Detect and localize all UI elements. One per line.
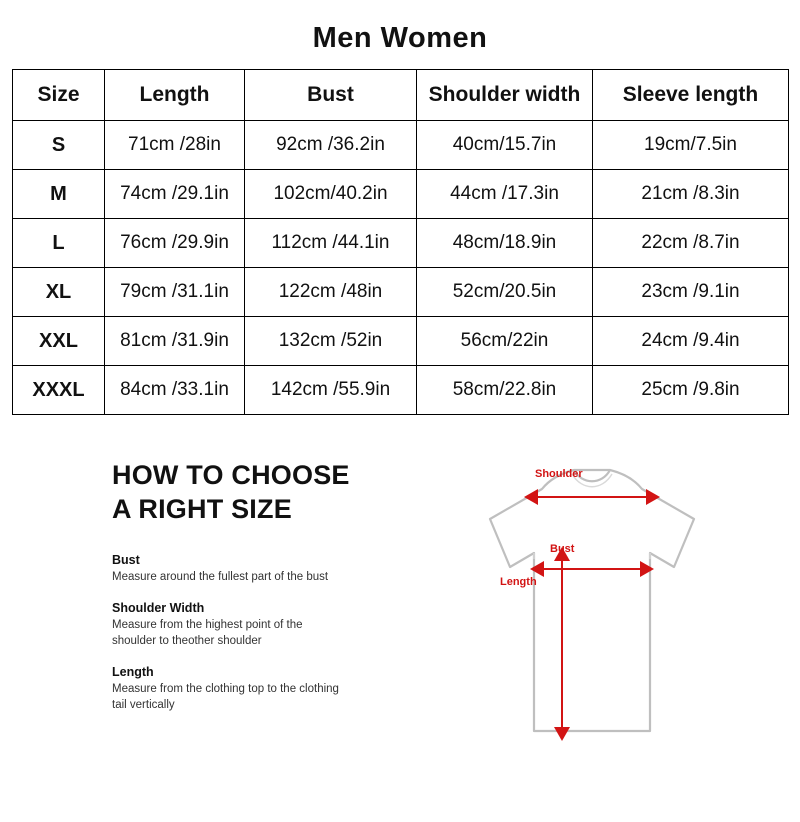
cell-sleeve-length: 25cm /9.8in xyxy=(593,366,789,415)
guide-heading-line-1: HOW TO CHOOSE xyxy=(112,460,350,490)
tshirt-icon xyxy=(422,449,762,749)
guide-item-desc: Measure from the highest point of the shoulder to theother shoulder xyxy=(112,619,303,647)
cell-size: XXXL xyxy=(13,366,105,415)
length-measure-label: Length xyxy=(500,576,537,588)
tshirt-body-shape xyxy=(490,470,694,731)
table-row xyxy=(13,170,789,219)
size-chart-container xyxy=(0,69,800,415)
column-header-bust: Bust xyxy=(245,70,417,121)
size-guide-section xyxy=(0,459,800,729)
tshirt-illustration xyxy=(422,459,800,729)
cell-length: 84cm /33.1in xyxy=(105,366,245,415)
cell-size: S xyxy=(13,121,105,170)
cell-shoulder-width: 40cm/15.7in xyxy=(417,121,593,170)
cell-shoulder-width: 52cm/20.5in xyxy=(417,268,593,317)
cell-sleeve-length: 22cm /8.7in xyxy=(593,219,789,268)
cell-length: 76cm /29.9in xyxy=(105,219,245,268)
column-header-shoulder-width: Shoulder width xyxy=(417,70,593,121)
guide-heading-line-2: A RIGHT SIZE xyxy=(112,493,292,524)
cell-sleeve-length: 23cm /9.1in xyxy=(593,268,789,317)
cell-length: 71cm /28in xyxy=(105,121,245,170)
table-header-row xyxy=(13,70,789,121)
guide-item-bust xyxy=(112,553,412,586)
cell-sleeve-length: 24cm /9.4in xyxy=(593,317,789,366)
guide-item-length xyxy=(112,665,412,713)
table-row xyxy=(13,366,789,415)
guide-item-title: Bust xyxy=(112,552,140,567)
column-header-size: Size xyxy=(13,70,105,121)
guide-item-shoulder-width xyxy=(112,601,412,649)
cell-length: 81cm /31.9in xyxy=(105,317,245,366)
cell-sleeve-length: 21cm /8.3in xyxy=(593,170,789,219)
table-row xyxy=(13,317,789,366)
cell-shoulder-width: 58cm/22.8in xyxy=(417,366,593,415)
guide-item-desc: Measure from the clothing top to the clothing tail vertically xyxy=(112,683,339,711)
cell-size: XXL xyxy=(13,317,105,366)
cell-size: L xyxy=(13,219,105,268)
cell-shoulder-width: 56cm/22in xyxy=(417,317,593,366)
page-title: Men Women xyxy=(312,22,488,54)
guide-item-title: Length xyxy=(112,665,154,680)
column-header-length: Length xyxy=(105,70,245,121)
table-row xyxy=(13,219,789,268)
cell-bust: 112cm /44.1in xyxy=(245,219,417,268)
cell-bust: 132cm /52in xyxy=(245,317,417,366)
guide-item-desc: Measure around the fullest part of the bust xyxy=(112,570,329,583)
cell-bust: 122cm /48in xyxy=(245,268,417,317)
column-header-sleeve-length: Sleeve length xyxy=(593,70,789,121)
shoulder-measure-label: Shoulder xyxy=(535,468,583,480)
size-chart-table xyxy=(12,69,789,415)
cell-shoulder-width: 44cm /17.3in xyxy=(417,170,593,219)
cell-size: XL xyxy=(13,268,105,317)
table-row xyxy=(13,268,789,317)
cell-shoulder-width: 48cm/18.9in xyxy=(417,219,593,268)
cell-bust: 92cm /36.2in xyxy=(245,121,417,170)
table-row xyxy=(13,121,789,170)
guide-heading xyxy=(112,459,412,527)
size-guide-text xyxy=(112,459,412,729)
cell-length: 79cm /31.1in xyxy=(105,268,245,317)
cell-length: 74cm /29.1in xyxy=(105,170,245,219)
cell-sleeve-length: 19cm/7.5in xyxy=(593,121,789,170)
cell-bust: 142cm /55.9in xyxy=(245,366,417,415)
cell-size: M xyxy=(13,170,105,219)
bust-measure-label: Bust xyxy=(550,543,575,555)
cell-bust: 102cm/40.2in xyxy=(245,170,417,219)
guide-item-title: Shoulder Width xyxy=(112,601,205,616)
